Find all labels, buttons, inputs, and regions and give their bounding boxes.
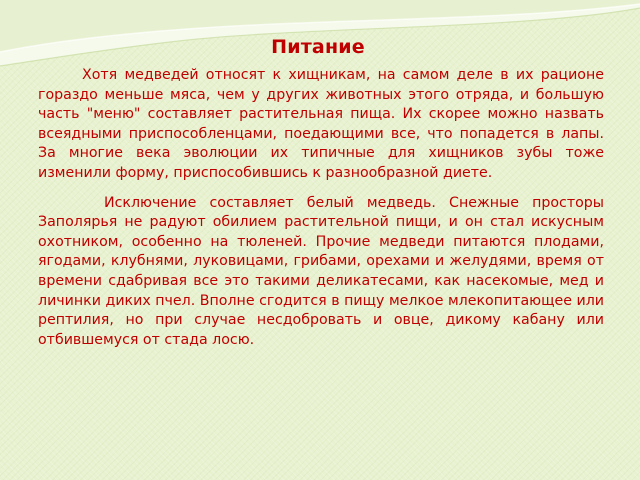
slide-body: [38, 66, 604, 350]
decorative-header-band: [0, 0, 640, 70]
body-paragraph-1: Хотя медведей относят к хищникам, на самом деле в их рационе гораздо меньше мяса, чем у других животных этого отряда, и большую часть "меню" составляет растительная пища. Их скорее можно назвать всеядными приспособленцами, поедающими все, что попадется в лапы. За многие века эволюции их типичные для хищников зубы тоже изменили форму, приспособившись к разнообразной диете.: [38, 67, 604, 181]
slide-title: [0, 36, 640, 58]
slide-title-text: Питание: [271, 36, 365, 58]
body-paragraph-2: Исключение составляет белый медведь. Снежные просторы Заполярья не радуют обилием растительной пищи, и он стал искусным охотником, особенно на тюленей. Прочие медведи питаются плодами, ягодами, клубнями, луковицами, грибами, орехами и желудями, время от времени сдабривая все это такими деликатесами, как насекомые, мед и личинки диких пчел. Вполне сгодится в пищу мелкое млекопитающее или рептилия, но при случае несдобровать и овце, дикому кабану или отбившемуся от стада лосю.: [38, 194, 604, 348]
